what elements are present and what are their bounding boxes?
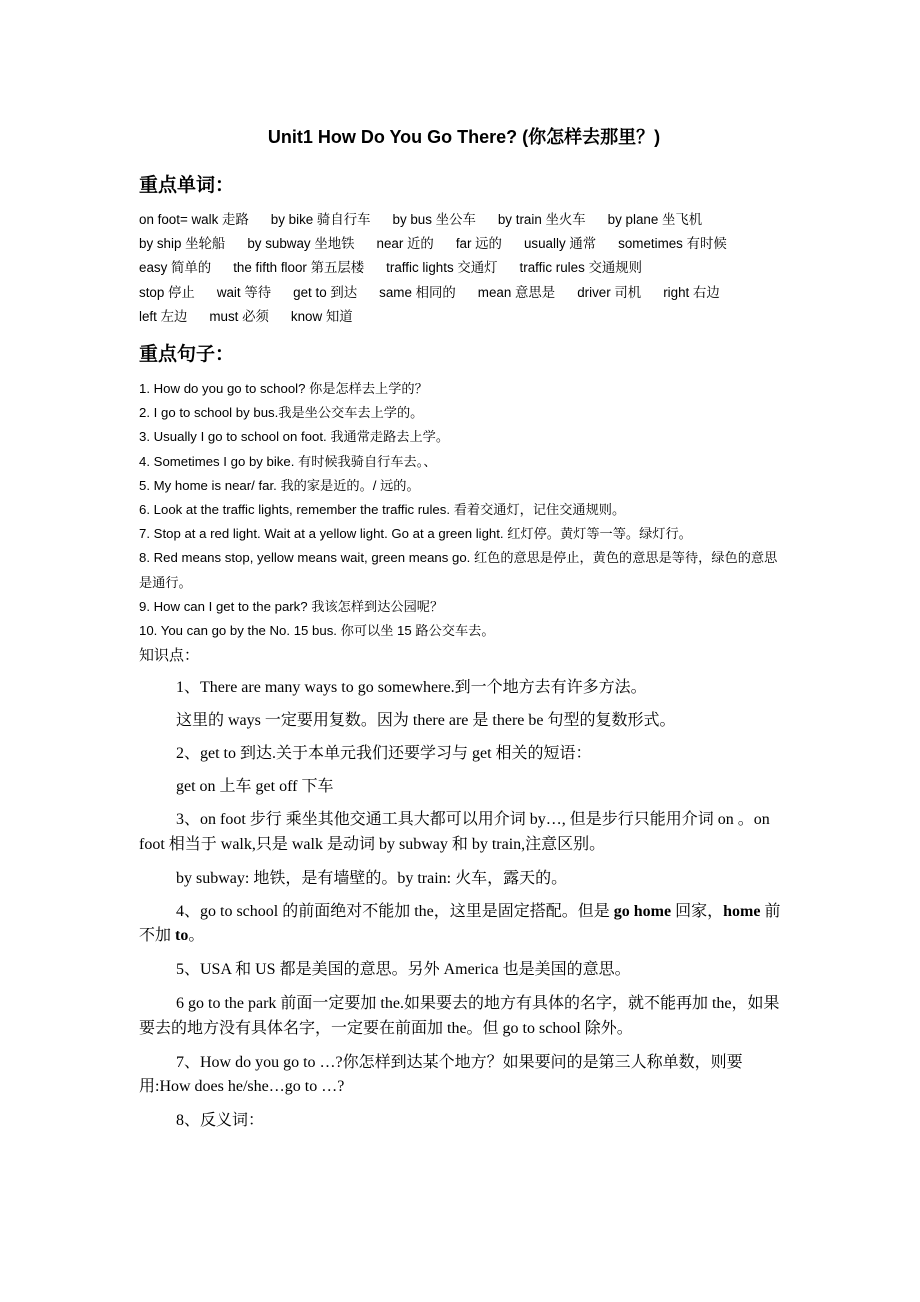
vocab-item: by ship 坐轮船 [139,236,226,252]
knowledge-point: 2、get to 到达.关于本单元我们还要学习与 get 相关的短语： [176,745,592,762]
kp-text: 。 [188,927,205,944]
knowledge-point [139,900,789,949]
sentence-line: 7. Stop at a red light. Wait at a yellow light. Go at a green light. 红灯停。黄灯等一等。绿灯行。 [139,526,692,542]
vocab-item: by train 坐火车 [497,212,586,227]
vocab-item: by subway 坐地铁 [247,236,355,252]
vocab-item: by plane 坐飞机 [607,212,703,227]
sentence-line: 9. How can I get to the park? 我该怎样到达公园呢？ [139,598,444,614]
knowledge-point: 1、There are many ways to go somewhere.到一个地方去有许多方法。 [176,679,647,696]
sentence-line: 3. Usually I go to school on foot. 我通常走路去上学。 [139,429,450,445]
vocab-item: easy 简单的 [139,260,212,276]
sentence-line: 4. Sometimes I go by bike. 有时候我骑自行车去。、 [139,453,437,469]
knowledge-point: by subway: 地铁，是有墙壁的。by train: 火车，露天的。 [176,869,568,887]
knowledge-points [139,676,789,1142]
vocab-item: left 左边 [139,308,188,324]
vocab-item: by bike 骑自行车 [270,212,371,227]
knowledge-point: 5、USA 和 US 都是美国的意思。另外 America 也是美国的意思。 [176,961,631,978]
vocabulary-list [139,208,789,329]
vocab-item: near 近的 [376,236,434,252]
vocab-item: on foot= walk 走路 [139,212,249,227]
vocab-item: same 相同的 [379,284,456,300]
vocab-item: stop 停止 [139,284,195,300]
vocab-item: mean 意思是 [477,284,556,300]
knowledge-point: get on 上车 get off 下车 [176,778,334,795]
sentence-line: 5. My home is near/ far. 我的家是近的。/ 远的。 [139,477,420,493]
sentence-line: 10. You can go by the No. 15 bus. 你可以坐 15 路公交车去。 [139,623,495,639]
vocab-item: the fifth floor 第五层楼 [233,260,365,276]
kp-text: 4、go to school 的前面绝对不能加 the，这里是固定搭配。但是 [176,902,614,920]
vocab-item: right 右边 [663,284,720,300]
knowledge-point: 这里的 ways 一定要用复数。因为 there are 是 there be 句型的复数形式。 [176,712,676,729]
page-title: Unit1 How Do You Go There? (你怎样去那里？) [267,127,661,147]
words-heading: 重点单词： [139,174,235,196]
knowledge-point: 8、反义词： [176,1112,265,1129]
knowledge-point: 3、on foot 步行 乘坐其他交通工具大都可以用介词 by…, 但是步行只能用介词 on 。on foot 相当于 walk,只是 walk 是动词 by subway 和 by train,注意区别。 [139,811,770,853]
vocab-item: know 知道 [290,308,353,324]
vocab-item: driver 司机 [577,284,642,300]
knowledge-label: 知识点： [139,646,200,664]
vocab-item: get to 到达 [293,284,358,300]
vocab-item: sometimes 有时候 [618,236,727,252]
key-sentences [139,377,789,643]
vocab-item: by bus 坐公车 [392,212,476,227]
sentence-line: 2. I go to school by bus.我是坐公交车去上学的。 [139,405,424,421]
kp-bold-text: to [175,927,189,944]
vocab-item: wait 等待 [216,284,272,300]
sentence-line: 6. Look at the traffic lights, remember the traffic rules. 看着交通灯，记住交通规则。 [139,502,626,518]
vocab-item: usually 通常 [523,236,597,252]
vocab-item: traffic rules 交通规则 [519,260,643,276]
vocab-item: must 必须 [209,308,269,324]
knowledge-point: 7、How do you go to …?你怎样到达某个地方？如果要问的是第三人称单数，则要用:How does he/she…go to …? [139,1053,743,1095]
knowledge-point: 6 go to the park 前面一定要加 the.如果要去的地方有具体的名字，就不能再加 the，如果要去的地方没有具体名字，一定要在前面加 the。但 go to school 除外。 [139,995,780,1037]
kp-bold-text: home [723,902,761,920]
kp-bold-text: go home [613,902,672,920]
sentence-line: 8. Red means stop, yellow means wait, green means go. 红色的意思是停止，黄色的意思是等待，绿色的意思是通行。 [139,550,778,590]
kp-text: 前不加 [139,902,781,944]
kp-text: 回家， [671,902,724,920]
sentences-heading: 重点句子： [139,343,235,365]
vocab-item: far 远的 [455,236,502,252]
vocab-item: traffic lights 交通灯 [386,260,498,276]
sentence-line: 1. How do you go to school? 你是怎样去上学的？ [139,381,428,396]
